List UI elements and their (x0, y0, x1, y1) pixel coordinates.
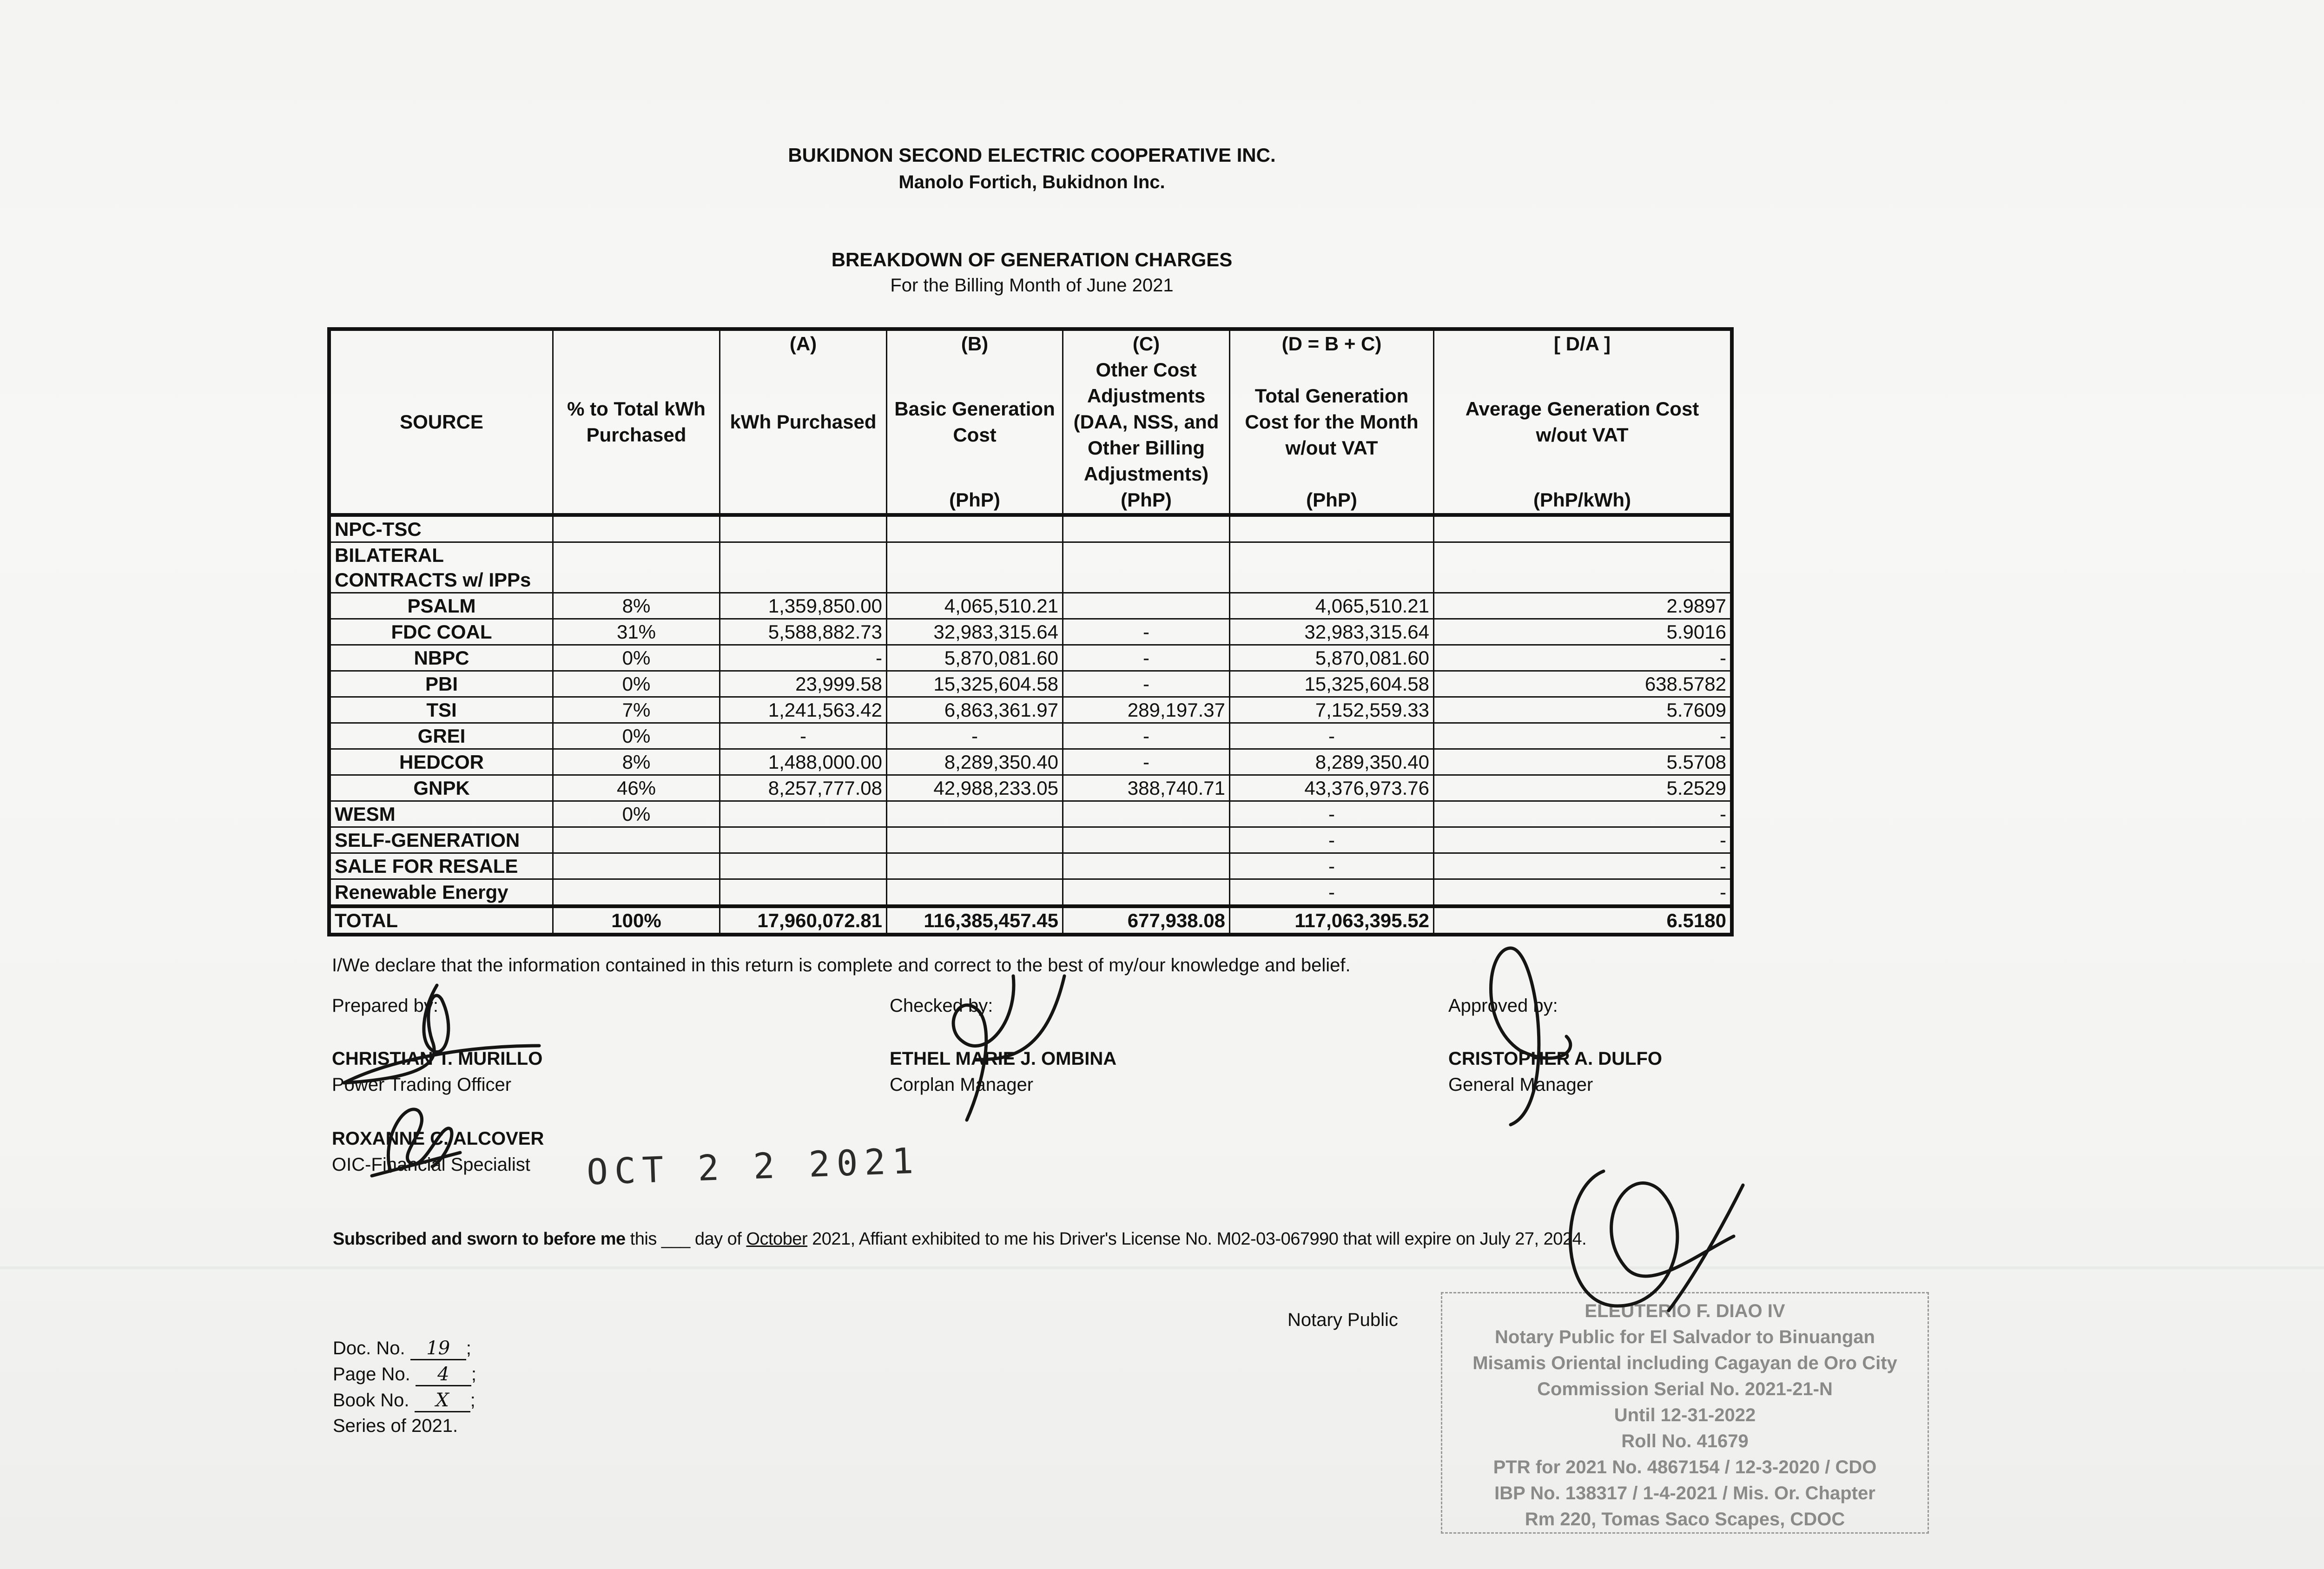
notary-stamp-line: Rm 220, Tomas Saco Scapes, CDOC (1525, 1509, 1845, 1529)
table-row (329, 593, 1732, 619)
cell-other (1063, 801, 1230, 827)
notary-stamp-line: Misamis Oriental including Cagayan de Oro City (1472, 1353, 1897, 1373)
cell-other: 289,197.37 (1063, 697, 1230, 723)
cell-kwh: - (720, 645, 887, 671)
cell-source: NBPC (329, 645, 553, 671)
paper-fold-line (0, 1266, 2324, 1269)
cell-pct: 31% (553, 619, 720, 645)
cell-kwh: 1,359,850.00 (720, 593, 887, 619)
oath-part1: this ___ day of (625, 1229, 746, 1249)
cell-other: 677,938.08 (1063, 906, 1230, 935)
cell-other: 388,740.71 (1063, 775, 1230, 801)
table-row (329, 671, 1732, 697)
oath-part2: 2021, Affiant exhibited to me his Driver's License No. M02-03-067990 that will expire on July 27, 2024. (807, 1229, 1587, 1249)
cell-total: 32,983,315.64 (1230, 619, 1434, 645)
cell-source: PSALM (329, 593, 553, 619)
cell-total: 117,063,395.52 (1230, 906, 1434, 935)
notary-stamp-line: IBP No. 138317 / 1-4-2021 / Mis. Or. Chapter (1494, 1483, 1875, 1503)
cell-basic: 4,065,510.21 (887, 593, 1063, 619)
cell-kwh (720, 542, 887, 593)
notary-stamp-line: Roll No. 41679 (1621, 1431, 1749, 1451)
cell-other: - (1063, 723, 1230, 749)
header-other: (C) Other Cost Adjustments (DAA, NSS, and Other Billing Adjustments) (PhP) (1063, 329, 1230, 515)
cell-other (1063, 542, 1230, 593)
cell-pct: 8% (553, 749, 720, 775)
cell-kwh: 1,488,000.00 (720, 749, 887, 775)
cell-basic (887, 542, 1063, 593)
table-row (329, 723, 1732, 749)
cell-average: - (1434, 801, 1732, 827)
page-number-label: Page No. (333, 1364, 410, 1384)
table-row (329, 827, 1732, 853)
cell-source: BILATERAL CONTRACTS w/ IPPs (329, 542, 553, 593)
table-header-row (329, 329, 1732, 515)
cell-kwh: 17,960,072.81 (720, 906, 887, 935)
cell-total: - (1230, 827, 1434, 853)
cell-source: TSI (329, 697, 553, 723)
second-signatory-title: OIC-Financial Specialist (332, 1154, 530, 1175)
header-source: SOURCE (329, 329, 553, 515)
cell-other: - (1063, 749, 1230, 775)
cell-total: - (1230, 853, 1434, 879)
table-row (329, 619, 1732, 645)
cell-total: 4,065,510.21 (1230, 593, 1434, 619)
book-number-value: X (415, 1390, 470, 1412)
cell-total (1230, 542, 1434, 593)
notary-stamp-line: Commission Serial No. 2021-21-N (1537, 1379, 1833, 1399)
cell-basic: 5,870,081.60 (887, 645, 1063, 671)
cell-basic (887, 827, 1063, 853)
oath-statement (333, 1229, 1586, 1249)
notary-public-label: Notary Public (1287, 1310, 1398, 1330)
cell-source: GREI (329, 723, 553, 749)
cell-pct (553, 515, 720, 542)
cell-average (1434, 515, 1732, 542)
cell-source: NPC-TSC (329, 515, 553, 542)
cell-pct: 0% (553, 801, 720, 827)
cell-kwh: 1,241,563.42 (720, 697, 887, 723)
cell-average: - (1434, 827, 1732, 853)
page-number-value: 4 (416, 1364, 471, 1386)
cell-pct: 46% (553, 775, 720, 801)
cell-average: 6.5180 (1434, 906, 1732, 935)
table-row (329, 645, 1732, 671)
page-number: Page No. 4 ; (333, 1364, 476, 1386)
cell-other (1063, 853, 1230, 879)
checked-by-title: Corplan Manager (890, 1075, 1034, 1095)
cell-source: TOTAL (329, 906, 553, 935)
table-row (329, 542, 1732, 593)
cell-pct (553, 879, 720, 907)
cell-total: 15,325,604.58 (1230, 671, 1434, 697)
cell-source: SELF-GENERATION (329, 827, 553, 853)
cell-other: - (1063, 671, 1230, 697)
company-location: Manolo Fortich, Bukidnon Inc. (898, 172, 1165, 192)
prepared-by-name: CHRISTIAN T. MURILLO (332, 1048, 543, 1069)
cell-kwh: - (720, 723, 887, 749)
prepared-by-title: Power Trading Officer (332, 1075, 512, 1095)
approved-by-title: General Manager (1448, 1075, 1593, 1095)
prepared-by-label: Prepared by: (332, 995, 439, 1016)
signature-ombina (906, 967, 1102, 1143)
header-total: (D = B + C) Total Generation Cost for the Month w/out VAT (PhP) (1230, 329, 1434, 515)
cell-pct (553, 827, 720, 853)
cell-kwh (720, 515, 887, 542)
cell-average: - (1434, 879, 1732, 907)
cell-average: 638.5782 (1434, 671, 1732, 697)
header-kwh: (A) kWh Purchased (720, 329, 887, 515)
cell-kwh: 5,588,882.73 (720, 619, 887, 645)
cell-other (1063, 879, 1230, 907)
cell-pct (553, 853, 720, 879)
cell-average: - (1434, 645, 1732, 671)
cell-total: 43,376,973.76 (1230, 775, 1434, 801)
cell-average: - (1434, 723, 1732, 749)
cell-total: 5,870,081.60 (1230, 645, 1434, 671)
cell-basic: 116,385,457.45 (887, 906, 1063, 935)
cell-basic: 6,863,361.97 (887, 697, 1063, 723)
cell-basic: 15,325,604.58 (887, 671, 1063, 697)
approved-by-label: Approved by: (1448, 995, 1558, 1016)
notary-stamp-line: Until 12-31-2022 (1614, 1405, 1756, 1425)
cell-source: FDC COAL (329, 619, 553, 645)
cell-pct: 100% (553, 906, 720, 935)
signature-alcover (363, 1083, 483, 1194)
oath-month: October (746, 1229, 808, 1249)
table-row (329, 775, 1732, 801)
checked-by-label: Checked by: (890, 995, 993, 1016)
cell-total (1230, 515, 1434, 542)
cell-average: 5.7609 (1434, 697, 1732, 723)
cell-source: SALE FOR RESALE (329, 853, 553, 879)
cell-average: 5.9016 (1434, 619, 1732, 645)
company-name: BUKIDNON SECOND ELECTRIC COOPERATIVE INC. (788, 144, 1276, 166)
cell-kwh (720, 827, 887, 853)
doc-number-label: Doc. No. (333, 1338, 405, 1358)
notary-stamp-line: Notary Public for El Salvador to Binuangan (1495, 1327, 1875, 1347)
cell-pct: 0% (553, 723, 720, 749)
cell-other (1063, 515, 1230, 542)
book-number-label: Book No. (333, 1390, 409, 1411)
cell-average: 5.2529 (1434, 775, 1732, 801)
notary-stamp-line: ELEUTERIO F. DIAO IV (1585, 1301, 1785, 1321)
signature-notary (1548, 1153, 1789, 1348)
table-row (329, 801, 1732, 827)
cell-basic (887, 879, 1063, 907)
cell-basic: - (887, 723, 1063, 749)
table-row (329, 853, 1732, 879)
cell-pct: 0% (553, 645, 720, 671)
cell-pct: 8% (553, 593, 720, 619)
document-title: BREAKDOWN OF GENERATION CHARGES (831, 249, 1233, 270)
cell-basic (887, 515, 1063, 542)
document-subtitle: For the Billing Month of June 2021 (890, 275, 1174, 296)
cell-basic: 8,289,350.40 (887, 749, 1063, 775)
cell-average (1434, 542, 1732, 593)
cell-basic: 42,988,233.05 (887, 775, 1063, 801)
notary-stamp-line: PTR for 2021 No. 4867154 / 12-3-2020 / CDO (1493, 1457, 1877, 1477)
header-average: [ D/A ] Average Generation Cost w/out VAT (PhP/kWh) (1434, 329, 1732, 515)
cell-total: - (1230, 723, 1434, 749)
cell-pct: 0% (553, 671, 720, 697)
table-row (329, 749, 1732, 775)
cell-source: PBI (329, 671, 553, 697)
cell-basic (887, 801, 1063, 827)
cell-source: Renewable Energy (329, 879, 553, 907)
cell-average: 5.5708 (1434, 749, 1732, 775)
oath-lead: Subscribed and sworn to before me (333, 1229, 626, 1249)
cell-total: 8,289,350.40 (1230, 749, 1434, 775)
cell-kwh (720, 879, 887, 907)
signature-dulfo (1473, 930, 1613, 1143)
header-pct: % to Total kWh Purchased (553, 329, 720, 515)
cell-other: - (1063, 645, 1230, 671)
cell-pct: 7% (553, 697, 720, 723)
generation-charges-table (327, 327, 1734, 936)
checked-by-name: ETHEL MARIE J. OMBINA (890, 1048, 1117, 1069)
cell-kwh: 23,999.58 (720, 671, 887, 697)
second-signatory-name: ROXANNE C. ALCOVER (332, 1128, 544, 1149)
cell-pct (553, 542, 720, 593)
cell-source: WESM (329, 801, 553, 827)
table-row (329, 697, 1732, 723)
cell-other (1063, 827, 1230, 853)
cell-total: - (1230, 879, 1434, 907)
cell-total: - (1230, 801, 1434, 827)
book-number: Book No. X ; (333, 1390, 475, 1412)
table-row (329, 879, 1732, 907)
cell-basic (887, 853, 1063, 879)
cell-kwh (720, 801, 887, 827)
doc-number: Doc. No. 19 ; (333, 1338, 471, 1360)
cell-average: 2.9897 (1434, 593, 1732, 619)
cell-other (1063, 593, 1230, 619)
series-year: Series of 2021. (333, 1416, 458, 1436)
cell-other: - (1063, 619, 1230, 645)
cell-source: HEDCOR (329, 749, 553, 775)
cell-average: - (1434, 853, 1732, 879)
cell-basic: 32,983,315.64 (887, 619, 1063, 645)
cell-total: 7,152,559.33 (1230, 697, 1434, 723)
declaration-text: I/We declare that the information contained in this return is complete and correct to the best of my/our knowledge and belief. (332, 955, 1351, 976)
cell-kwh (720, 853, 887, 879)
cell-kwh: 8,257,777.08 (720, 775, 887, 801)
table-row (329, 515, 1732, 542)
doc-number-value: 19 (410, 1338, 466, 1360)
cell-source: GNPK (329, 775, 553, 801)
received-date-stamp: OCT 2 2 2021 (586, 1140, 921, 1193)
header-basic: (B) Basic Generation Cost (PhP) (887, 329, 1063, 515)
approved-by-name: CRISTOPHER A. DULFO (1448, 1048, 1663, 1069)
